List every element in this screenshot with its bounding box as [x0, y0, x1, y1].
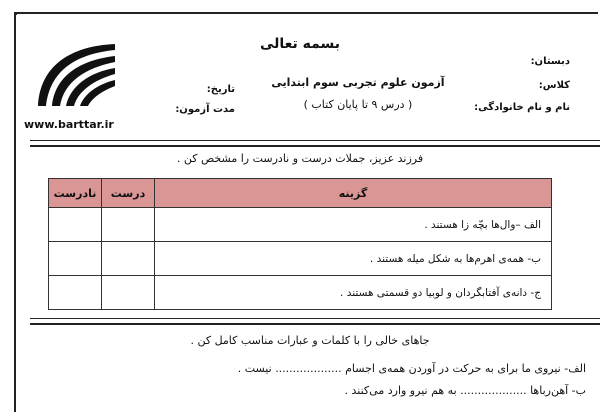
class-label: کلاس:: [538, 80, 570, 91]
table-header-row: [49, 179, 552, 208]
corner-dot: [14, 12, 17, 15]
barttar-logo: [20, 36, 120, 126]
true-cell[interactable]: [102, 242, 155, 276]
site-url: www.barttar.ir: [24, 118, 114, 131]
table-row: [49, 276, 552, 310]
name-label: نام و نام خانوادگی:: [474, 102, 570, 113]
header-divider: [30, 140, 600, 147]
exam-subtitle: ( درس ۹ تا پایان کتاب ): [303, 98, 413, 111]
section1-instruction: فرزند عزیز، جملات درست و نادرست را مشخص کن .: [176, 152, 424, 165]
school-label: دبستان:: [530, 56, 570, 67]
false-cell[interactable]: [49, 208, 102, 242]
statement: ج- دانه‌ی آفتابگردان و لوبیا دو قسمتی هستند .: [155, 276, 552, 310]
statement: ب- همه‌ی اهرم‌ها به شکل میله هستند .: [155, 242, 552, 276]
false-cell[interactable]: [49, 276, 102, 310]
true-false-table: [48, 178, 552, 310]
fill-blank-item: الف- نیروی ما برای به حرکت در آوردن همه‌ی اجسام ................... نیست .: [237, 362, 586, 375]
duration-label: مدت آزمون:: [175, 104, 235, 115]
page-title: بسمه تعالی: [259, 36, 341, 52]
fill-blank-item: ب- آهن‌رباها ................... به هم نیرو وارد می‌کنند .: [344, 384, 586, 397]
date-label: تاریخ:: [206, 84, 235, 95]
table-row: [49, 208, 552, 242]
section2-instruction: جاهای خالی را با کلمات و عبارات مناسب کامل کن .: [190, 334, 430, 347]
true-cell[interactable]: [102, 208, 155, 242]
statement: الف –وال‌ها بچّه زا هستند .: [155, 208, 552, 242]
exam-title: آزمون علوم تجربی سوم ابتدایی: [271, 76, 445, 89]
col-option: گزینه: [155, 179, 552, 208]
section-divider: [30, 318, 600, 325]
table-row: [49, 242, 552, 276]
col-true: درست: [102, 179, 155, 208]
true-cell[interactable]: [102, 276, 155, 310]
false-cell[interactable]: [49, 242, 102, 276]
col-false: نادرست: [49, 179, 102, 208]
